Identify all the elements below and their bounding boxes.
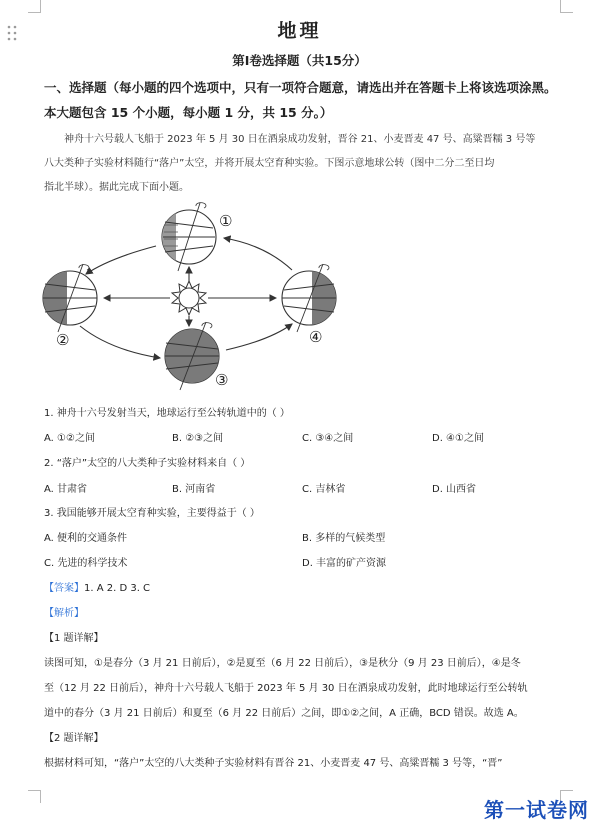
detail-1-tag: 【1 题详解】 xyxy=(44,633,104,644)
question-3-stem: 3. 我国能够开展太空育种实验，主要得益于（ ） xyxy=(44,508,260,519)
passage-line: 八大类种子实验材料随行“落户”太空，并将开展太空育种实验。下图示意地球公转（图中二分二至日均 xyxy=(44,158,495,169)
diagram-label-4: ④ xyxy=(309,328,323,346)
earth-position-3 xyxy=(165,322,219,390)
crop-mark-bottom-left xyxy=(28,790,41,803)
crop-mark-top-right xyxy=(560,0,573,13)
crop-mark-top-left xyxy=(28,0,41,13)
question-3-option-a[interactable]: A. 便利的交通条件 xyxy=(44,533,128,544)
detail-2-line: 根据材料可知，“落户”太空的八大类种子实验材料有晋谷 21、小麦晋麦 47 号、高粱晋糯 3 号等，“晋” xyxy=(44,758,503,769)
question-1-option-b[interactable]: B. ②③之间 xyxy=(172,433,224,444)
section-instruction-line2: 本大题包含 15 个小题，每小题 1 分，共 15 分。） xyxy=(44,105,333,120)
sun-icon xyxy=(172,281,206,315)
question-1-option-a[interactable]: A. ①②之间 xyxy=(44,433,95,444)
question-3-option-d[interactable]: D. 丰富的矿产资源 xyxy=(302,558,387,569)
section-instruction-line1: 一、选择题（每小题的四个选项中，只有一项符合题意，请选出并在答题卡上将该选项涂黑。 xyxy=(44,80,557,95)
earth-position-2 xyxy=(43,264,97,332)
question-2-option-c[interactable]: C. 吉林省 xyxy=(302,484,346,495)
earth-position-1 xyxy=(162,203,216,271)
answer-tag: 【答案】 xyxy=(44,583,84,594)
detail-2-tag: 【2 题详解】 xyxy=(44,733,104,744)
passage-line: 指北半球）。据此完成下面小题。 xyxy=(44,182,189,193)
question-2-option-a[interactable]: A. 甘肃省 xyxy=(44,484,88,495)
detail-1-line: 至（12 月 22 日前后），神舟十六号载人飞船于 2023 年 5 月 30 日在酒泉成功发射，此时地球运行至公转轨 xyxy=(44,683,528,694)
analysis-tag: 【解析】 xyxy=(44,608,84,619)
diagram-label-2: ② xyxy=(56,331,70,349)
question-1-option-d[interactable]: D. ④①之间 xyxy=(432,433,484,444)
answer-line xyxy=(44,579,150,594)
question-2-option-b[interactable]: B. 河南省 xyxy=(172,484,216,495)
question-3-option-c[interactable]: C. 先进的科学技术 xyxy=(44,558,128,569)
earth-position-4 xyxy=(282,264,336,332)
question-2-option-d[interactable]: D. 山西省 xyxy=(432,484,477,495)
detail-1-line: 读图可知，①是春分（3 月 21 日前后），②是夏至（6 月 22 日前后），③是秋分（9 月 23 日前后），④是冬 xyxy=(44,658,521,669)
answer-text: 1. A 2. D 3. C xyxy=(84,583,151,594)
detail-1-line: 道中的春分（3 月 21 日前后）和夏至（6 月 22 日前后）之间，即①②之间，A 正确，BCD 错误。故选 A。 xyxy=(44,708,524,719)
question-3-option-b[interactable]: B. 多样的气候类型 xyxy=(302,533,386,544)
page-title: 地理 xyxy=(277,20,322,42)
diagram-label-1: ① xyxy=(219,212,233,230)
site-watermark-logo: 第一试卷网 xyxy=(484,798,589,822)
question-2-stem: 2. “落户”太空的八大类种子实验材料来自（ ） xyxy=(44,458,251,469)
passage-line: 神舟十六号载人飞船于 2023 年 5 月 30 日在酒泉成功发射，晋谷 21、小麦晋麦 47 号、高粱晋糯 3 号等 xyxy=(64,134,536,145)
section-subtitle: 第Ⅰ卷选择题（共15分） xyxy=(232,53,367,68)
diagram-label-3: ③ xyxy=(215,371,229,389)
question-1-stem: 1. 神舟十六号发射当天，地球运行至公转轨道中的（ ） xyxy=(44,408,290,419)
earth-revolution-diagram xyxy=(30,200,380,395)
question-1-option-c[interactable]: C. ③④之间 xyxy=(302,433,354,444)
